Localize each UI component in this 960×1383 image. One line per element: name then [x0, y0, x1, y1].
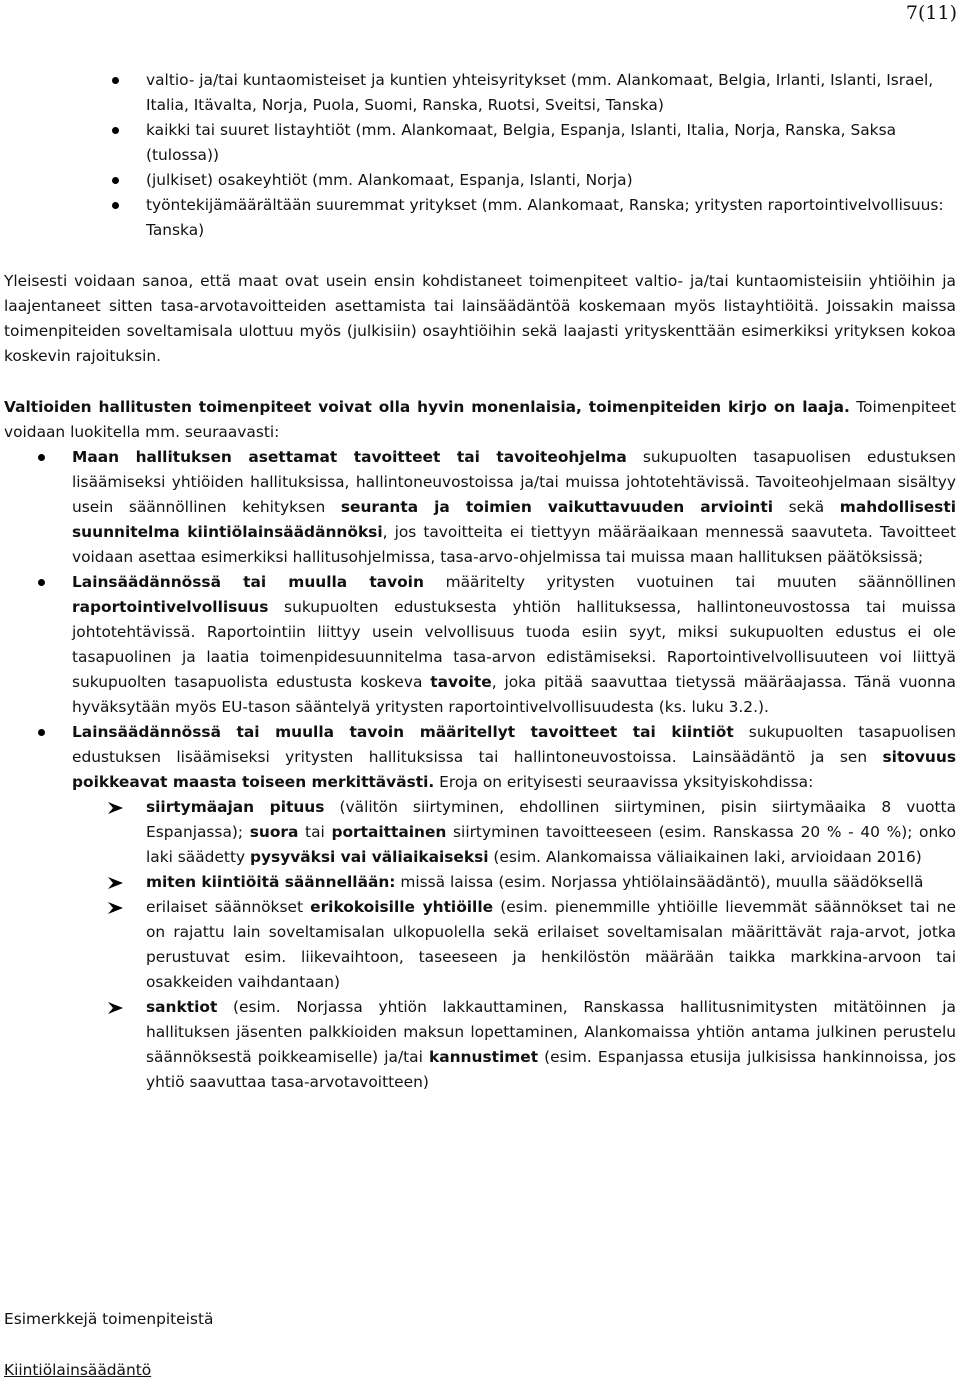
text-run: (esim. Espanjassa etusija julkisissa hankinnoissa, jos yhtiö saavuttaa tasa-arvotavoitteen) — [146, 1048, 956, 1091]
arrow-bullet-icon — [106, 901, 126, 915]
text-run: sukupuolten tasapuolisen edustuksen lisäämiseksi yhtiöiden hallituksissa, hallintoneuvostoissa ja/tai muissa johtotehtävissä. Tavoiteohjelmaan sisältyy usein säännöllinen kehityksen — [72, 448, 956, 516]
bold-term: seuranta ja toimien vaikuttavuuden arviointi — [340, 498, 774, 516]
bold-term: pysyväksi vai väliaikaiseksi — [249, 848, 489, 866]
bold-term: erikokoisille yhtiöille — [310, 898, 494, 916]
bold-term: Lainsäädännössä tai muulla tavoin määritellyt tavoitteet tai kiintiöt — [72, 723, 734, 741]
text-run: Eroja on erityisesti seuraavissa yksityiskohdissa: — [434, 773, 814, 791]
quota-details-list — [72, 795, 956, 1095]
measures-intro-paragraph — [4, 395, 956, 445]
bold-term: sitovuus poikkeavat maasta toiseen merkittävästi. — [72, 748, 956, 791]
text-run: , jos tavoitteita ei tiettyyn määräaikaan mennessä saavuteta. Tavoitteet voidaan asettaa esimerkiksi hallitusohjelmissa, tasa-arvo-ohjelmissa tai muissa maan hallituksen päätöksissä; — [72, 523, 956, 566]
measure-targets — [4, 445, 956, 570]
bold-term: kannustimet — [428, 1048, 539, 1066]
arrow-bullet-icon — [106, 876, 126, 890]
ownership-scope-list — [4, 68, 956, 243]
bold-term: raportointivelvollisuus — [72, 598, 269, 616]
bold-lead: Valtioiden hallitusten toimenpiteet voivat olla hyvin monenlaisia, toimenpiteiden kirjo on laaja. — [4, 398, 850, 416]
bold-term: portaittainen — [331, 823, 447, 841]
list-item: kaikki tai suuret listayhtiöt (mm. Alankomaat, Belgia, Espanja, Islanti, Italia, Norja, Ranska, Saksa (tulossa)) — [4, 118, 956, 168]
text-run: sukupuolten edustuksesta yhtiön hallituksessa, hallintoneuvostossa tai muissa johtotehtävissä. Raportointiin liittyy usein velvollisuus tuoda esiin syyt, miksi sukupuolten edustus ei ole tasapuolinen ja laatia toimenpidesuunnitelma tasa-arvon edistämiseksi. Raportointivelvollisuuteen voi liittyä sukupuolten tasapuolista edustusta koskeva — [72, 598, 956, 691]
bold-term: Lainsäädännössä tai muulla tavoin — [72, 573, 424, 591]
bold-term: tavoite — [430, 673, 492, 691]
section-heading: Esimerkkejä toimenpiteistä — [4, 1310, 214, 1328]
summary-paragraph: Yleisesti voidaan sanoa, että maat ovat usein ensin kohdistaneet toimenpiteet valtio- ja/tai kuntaomisteisiin yhtiöihin ja laajentaneet sitten tasa-arvotavoitteiden asettamista tai lainsäädäntöä koskemaan myös listayhtiöitä. Joissakin maissa toimenpiteiden soveltamisala ulottuu myös (julkisiin) osayhtiöihin sekä laajasti yrityskenttään esimerkiksi yrityksen kokoa koskevin rajoituksin. — [4, 272, 956, 365]
list-item: työntekijämäärältään suuremmat yritykset (mm. Alankomaat, Ranska; yritysten raportointivelvollisuus: Tanska) — [4, 193, 956, 243]
bold-term: siirtymäajan pituus — [146, 798, 325, 816]
list-item — [72, 995, 956, 1095]
arrow-bullet-icon — [106, 1001, 126, 1015]
list-item: valtio- ja/tai kuntaomisteiset ja kuntien yhteisyritykset (mm. Alankomaat, Belgia, Irlanti, Islanti, Israel, Italia, Itävalta, Norja, Puola, Suomi, Ranska, Ruotsi, Sveitsi, Tanska) — [4, 68, 956, 118]
text-run: , joka pitää saavuttaa tietyssä määräajassa. Tänä vuonna hyväksytään myös EU-tason sääntelyä yritysten raportointivelvollisuudesta (ks. luku 3.2.). — [72, 673, 956, 716]
document-body — [4, 68, 956, 1095]
text-run: (esim. pienemmille yhtiöille lievemmät säännökset tai ne on rajattu lain soveltamisalan ulkopuolella sekä erilaiset soveltamisalan määrittävät raja-arvot, jotka perustuvat esim. liikevaihtoon, taseeseen ja henkilöstön määrään taikka markkina-arvoon tai osakkeiden vaihdantaan) — [146, 898, 956, 991]
bold-term: sanktiot — [146, 998, 218, 1016]
list-item: (julkiset) osakeyhtiöt (mm. Alankomaat, Espanja, Islanti, Norja) — [4, 168, 956, 193]
text-run: määritelty yritysten vuotuinen tai muuten säännöllinen — [423, 573, 956, 591]
arrow-bullet-icon — [106, 801, 126, 815]
measure-quotas — [4, 720, 956, 1095]
text-run: (esim. Norjassa yhtiön lakkauttaminen, Ranskassa hallitusnimitysten mitätöinnen ja hallituksen jäsenten palkkioiden maksun lopettaminen, Alankomaissa yhtiön antama julkinen perustelu säännöksestä poikkeamiselle) ja/tai — [146, 998, 956, 1066]
subsection-link[interactable]: Kiintiölainsäädäntö — [4, 1361, 152, 1379]
list-item — [72, 795, 956, 870]
text-run: missä laissa (esim. Norjassa yhtiölainsäädäntö), muulla säädöksellä — [395, 873, 924, 891]
bold-term: Maan hallituksen asettamat tavoitteet tai tavoiteohjelma — [72, 448, 627, 466]
text-run: siirtyminen tavoitteeseen (esim. Ranskassa 20 % - 40 %); onko laki säädetty — [146, 823, 956, 866]
paragraph-text: Toimenpiteet voidaan luokitella mm. seuraavasti: — [4, 398, 957, 441]
text-run: tai — [298, 823, 332, 841]
list-item — [72, 895, 956, 995]
page-number: 7(11) — [905, 2, 957, 24]
text-run: (välitön siirtyminen, ehdollinen siirtyminen, pisin siirtymäaika 8 vuotta Espanjassa); — [146, 798, 956, 841]
measure-reporting — [4, 570, 956, 720]
text-run: (esim. Alankomaissa väliaikainen laki, arvioidaan 2016) — [488, 848, 922, 866]
bold-term: suora — [249, 823, 299, 841]
bold-term: miten kiintiöitä säännellään: — [146, 873, 396, 891]
list-item — [72, 870, 956, 895]
text-run: erilaiset säännökset — [146, 898, 311, 916]
text-run: sekä — [773, 498, 840, 516]
bold-term: mahdollisesti suunnitelma kiintiölainsäädännöksi — [72, 498, 956, 541]
text-run: sukupuolten tasapuolisen edustuksen lisäämiseksi yritysten hallituksissa tai hallintoneuvostoissa. Lainsäädäntö ja sen — [72, 723, 956, 766]
measures-list — [4, 445, 956, 1095]
